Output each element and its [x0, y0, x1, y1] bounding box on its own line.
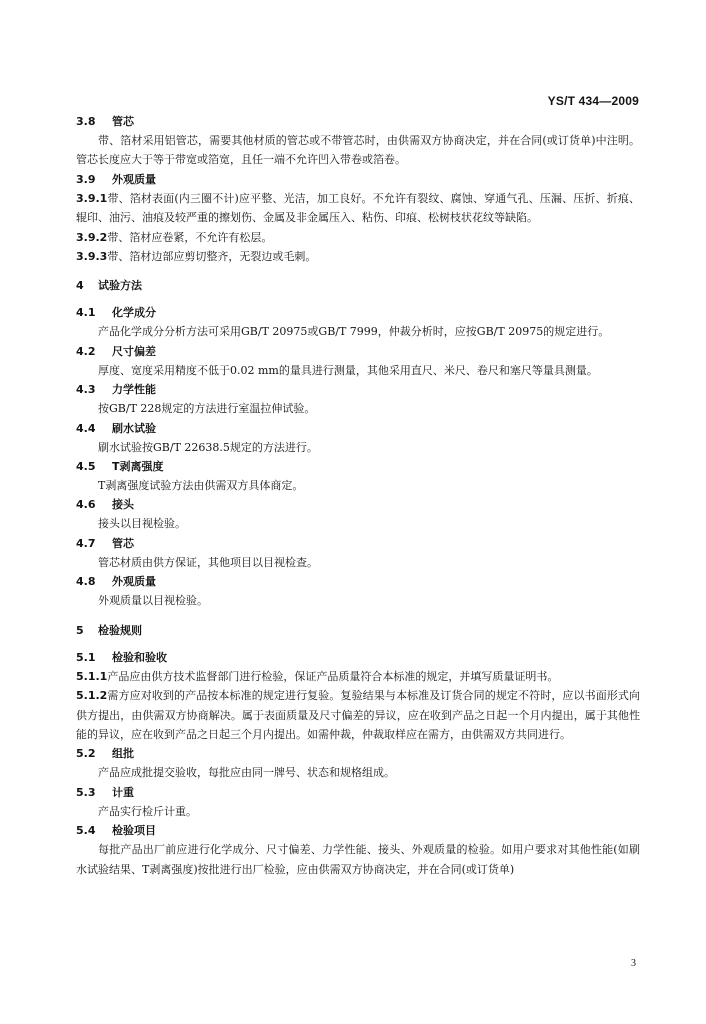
clause-text: 产品应由供方技术监督部门进行检验，保证产品质量符合本标准的规定，并填写质量证明书。	[107, 669, 559, 683]
clause-number: 5.1.1	[76, 669, 108, 683]
clause	[76, 228, 640, 247]
section-title: 尺寸偏差	[112, 344, 156, 358]
section-number: 4.6	[76, 498, 96, 512]
section-heading	[76, 822, 640, 839]
section-title: 组批	[112, 747, 134, 761]
chapter-heading	[76, 622, 640, 639]
section-number: 4.4	[76, 421, 96, 435]
clause	[76, 189, 640, 228]
section-title: 力学性能	[112, 383, 156, 397]
section-heading	[76, 784, 640, 801]
section-heading	[76, 304, 640, 321]
section-number: 3.9	[76, 172, 96, 186]
section-number: 5.4	[76, 824, 96, 838]
section-title: 外观质量	[112, 172, 156, 186]
clause-number: 3.9.1	[76, 191, 108, 205]
chapter-heading	[76, 277, 640, 294]
section-heading	[76, 381, 640, 398]
paragraph: T剥离强度试验方法由供需双方具体商定。	[98, 479, 304, 493]
paragraph: 按GB/T 228规定的方法进行室温拉伸试验。	[98, 402, 316, 416]
clause	[76, 247, 640, 266]
clause-text: 带、箔材边部应剪切整齐，无裂边或毛刺。	[107, 250, 317, 264]
section-heading	[76, 113, 640, 130]
section-number: 5.3	[76, 785, 96, 799]
clause-number: 3.9.3	[76, 250, 108, 264]
clause	[76, 686, 640, 744]
section-title: 试验方法	[98, 279, 142, 293]
clause-text: 带、箔材表面(内三圈不计)应平整、光洁，加工良好。不允许有裂纹、腐蚀、穿通气孔、压漏、压折、折痕、辊印、油污、油痕及较严重的擦划伤、金属及非金属压入、粘伤、印痕、松树枝状花纹等缺陷。	[76, 191, 640, 225]
section-number: 3.8	[76, 115, 96, 128]
section-number: 4	[76, 279, 84, 293]
section-number: 4.3	[76, 383, 96, 397]
section-title: T剥离强度	[112, 460, 164, 474]
section-title: 检验项目	[112, 824, 156, 838]
section-title: 接头	[112, 498, 134, 512]
section-heading	[76, 649, 640, 666]
standard-code: YS/T 434—2009	[547, 94, 639, 108]
section-heading	[76, 573, 640, 590]
section-title: 管芯	[112, 115, 134, 128]
section-number: 4.2	[76, 344, 96, 358]
section-title: 外观质量	[112, 575, 156, 589]
section-heading	[76, 458, 640, 475]
section-number: 4.8	[76, 575, 96, 589]
clause-number: 5.1.2	[76, 689, 108, 703]
section-number: 5	[76, 623, 84, 637]
paragraph: 外观质量以目视检验。	[98, 594, 208, 608]
section-heading	[76, 745, 640, 762]
paragraph: 接头以目视检验。	[98, 517, 186, 531]
paragraph: 每批产品出厂前应进行化学成分、尺寸偏差、力学性能、接头、外观质量的检验。如用户要求对其他性能(如刷水试验结果、T剥离强度)按批进行出厂检验，应由供需双方协商决定，并在合同(或订货单)	[76, 843, 640, 876]
clause	[76, 667, 640, 686]
section-title: 检验和验收	[112, 650, 167, 664]
clause-text: 需方应对收到的产品按本标准的规定进行复验。复验结果与本标准及订货合同的规定不符时，应以书面形式向供方提出，由供需双方协商解决。属于表面质量及尺寸偏差的异议，应在收到产品之日起一个月内提出，属于其他性能的异议，应在收到产品之日起三个月内提出。如需仲裁，仲裁取样应在需方，由供需双方共同进行。	[76, 689, 640, 741]
paragraph: 产品应成批提交验收，每批应由同一牌号、状态和规格组成。	[98, 766, 395, 780]
section-heading	[76, 535, 640, 552]
paragraph: 产品实行检斤计重。	[98, 804, 197, 818]
section-heading	[76, 171, 640, 188]
paragraph: 管芯材质由供方保证，其他项目以目视检查。	[98, 555, 318, 569]
paragraph: 产品化学成分分析方法可采用GB/T 20975或GB/T 7999，仲裁分析时，应按GB/T 20975的规定进行。	[98, 325, 610, 339]
section-heading	[76, 496, 640, 513]
page-number: 3	[631, 958, 636, 969]
section-heading	[76, 343, 640, 360]
clause-text: 带、箔材应卷紧，不允许有松层。	[107, 230, 273, 244]
section-number: 5.2	[76, 747, 96, 761]
section-heading	[76, 420, 640, 437]
section-title: 刷水试验	[112, 421, 156, 435]
paragraph: 厚度、宽度采用精度不低于0.02 mm的量具进行测量，其他采用直尺、米尺、卷尺和塞尺等量具测量。	[98, 363, 598, 377]
section-title: 计重	[112, 785, 134, 799]
section-number: 4.1	[76, 306, 96, 320]
section-title: 检验规则	[98, 623, 142, 637]
section-title: 化学成分	[112, 306, 156, 320]
section-title: 管芯	[112, 536, 134, 550]
section-number: 4.7	[76, 536, 96, 550]
paragraph: 刷水试验按GB/T 22638.5规定的方法进行。	[98, 440, 318, 454]
section-number: 5.1	[76, 650, 96, 664]
clause-number: 3.9.2	[76, 230, 108, 244]
document-body	[76, 112, 640, 879]
section-number: 4.5	[76, 460, 96, 474]
paragraph: 带、箔材采用铝管芯，需要其他材质的管芯或不带管芯时，由供需双方协商决定，并在合同(或订货单)中注明。管芯长度应大于等于带宽或箔宽，且任一端不允许凹入带卷或箔卷。	[76, 134, 640, 167]
